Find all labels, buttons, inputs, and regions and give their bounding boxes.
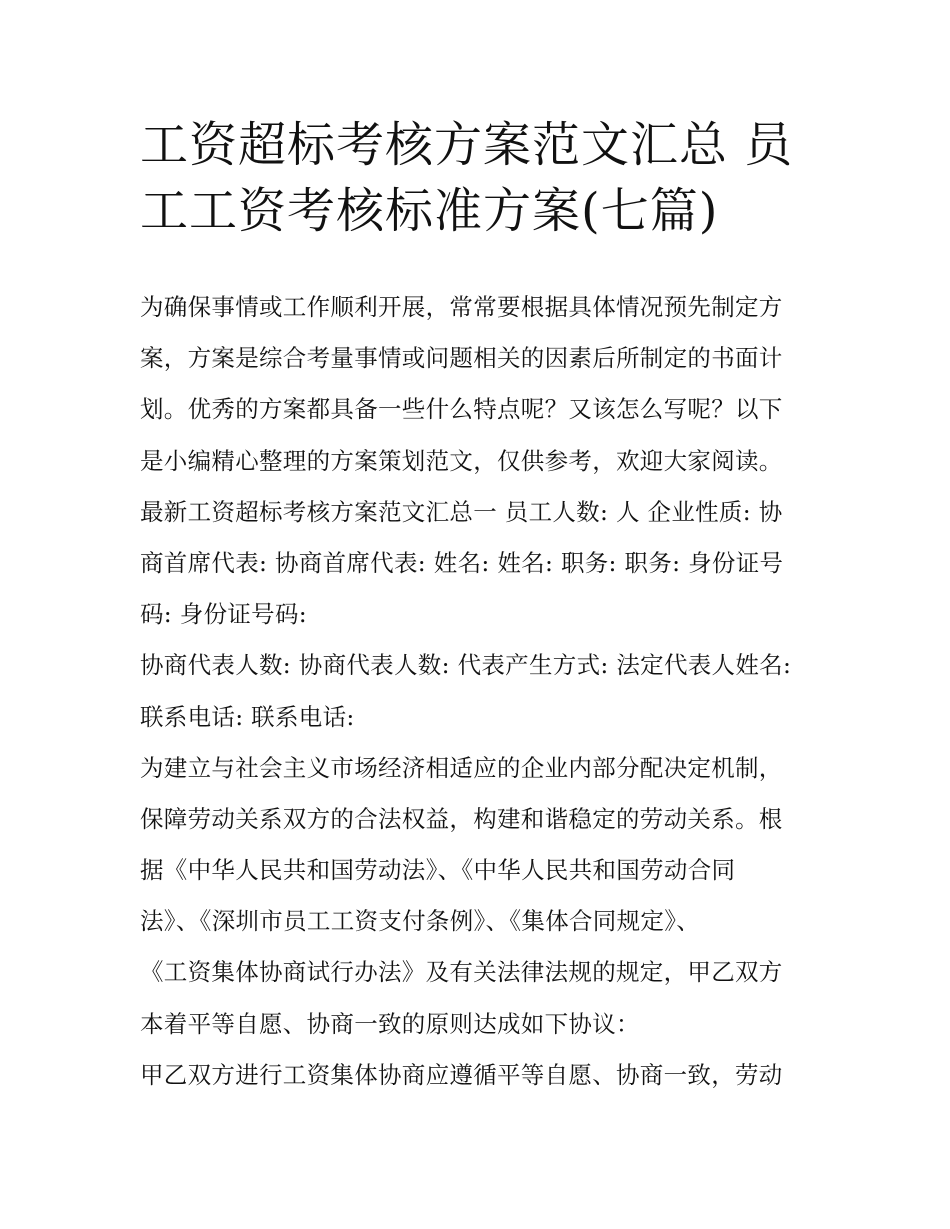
title-line: 工资超标考核方案范文汇总 员 (140, 117, 794, 173)
body-line: 协商代表人数: 协商代表人数: 代表产生方式: 法定代表人姓名: (140, 651, 792, 680)
body-line: 是小编精心整理的方案策划范文，仅供参考，欢迎大家阅读。 (140, 446, 783, 475)
body-line: 为建立与社会主义市场经济相适应的企业内部分配决定机制， (140, 753, 783, 782)
body-line: 保障劳动关系双方的合法权益，构建和谐稳定的劳动关系。根 (140, 804, 783, 833)
body-line: 为确保事情或工作顺利开展，常常要根据具体情况预先制定方 (140, 293, 783, 321)
body-line: 据《中华人民共和国劳动法》、《中华人民共和国劳动合同 (140, 856, 736, 885)
body-line: 最新工资超标考核方案范文汇总一 员工人数: 人 企业性质: 协 (140, 497, 783, 526)
title-line: 工工资考核标准方案(七篇) (140, 183, 719, 239)
body-line: 甲乙双方进行工资集体协商应遵循平等自愿、协商一致，劳动 (140, 1060, 783, 1089)
document-body (140, 282, 820, 1101)
body-line: 案，方案是综合考量事情或问题相关的因素后所制定的书面计 (140, 344, 783, 373)
body-line: 商首席代表: 协商首席代表: 姓名: 姓名: 职务: 职务: 身份证号 (140, 548, 784, 577)
body-line: 《工资集体协商试行办法》及有关法律法规的规定，甲乙双方 (140, 958, 783, 987)
body-line: 联系电话: 联系电话: (140, 702, 355, 731)
body-line: 码: 身份证号码: (140, 600, 308, 629)
body-line: 划。优秀的方案都具备一些什么特点呢？又该怎么写呢？以下 (140, 395, 783, 424)
document-title (140, 112, 820, 244)
body-line: 法》、《深圳市员工工资支付条例》、《集体合同规定》、 (140, 907, 701, 936)
body-line: 本着平等自愿、协商一致的原则达成如下协议： (140, 1009, 640, 1038)
